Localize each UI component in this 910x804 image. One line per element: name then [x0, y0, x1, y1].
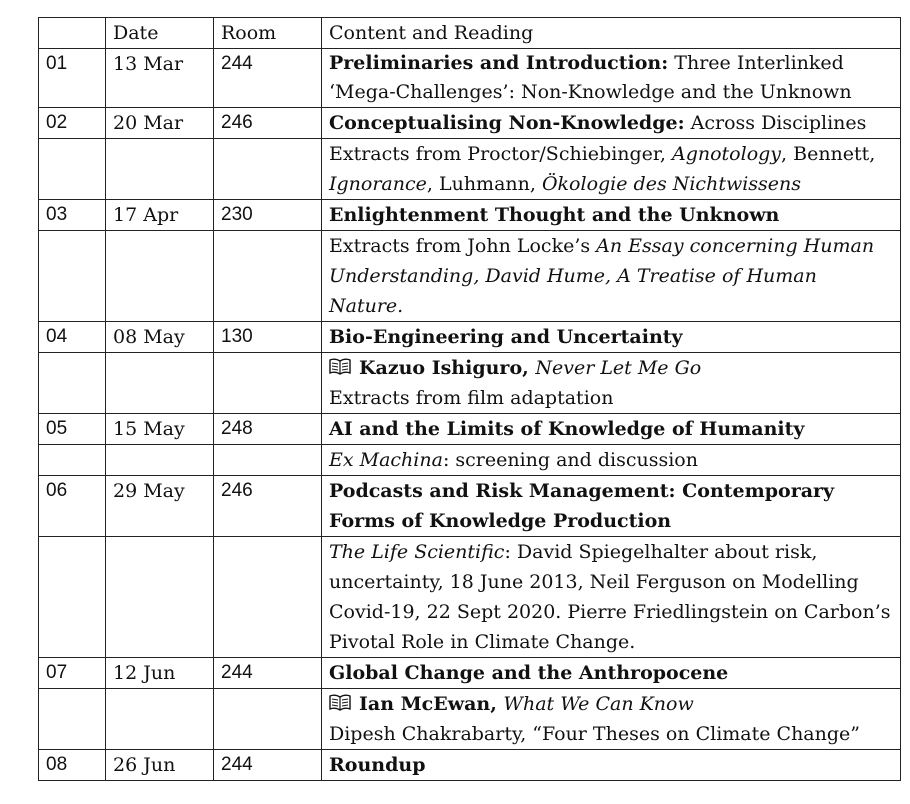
reading-row	[39, 139, 901, 200]
reading-row	[39, 689, 901, 750]
session-row	[39, 750, 901, 781]
session-content	[322, 108, 901, 139]
session-room: 230	[214, 200, 322, 231]
session-content	[322, 414, 901, 445]
session-room: 244	[214, 658, 322, 689]
session-number: 02	[39, 108, 106, 139]
reading-row	[39, 537, 901, 658]
session-number: 05	[39, 414, 106, 445]
session-row	[39, 658, 901, 689]
session-room: 246	[214, 476, 322, 537]
session-number: 01	[39, 49, 106, 108]
session-row	[39, 414, 901, 445]
session-row	[39, 200, 901, 231]
session-date: 26 Jun	[106, 750, 214, 781]
reading-row	[39, 445, 901, 476]
session-number: 07	[39, 658, 106, 689]
session-content	[322, 750, 901, 781]
reading-row	[39, 231, 901, 322]
session-row	[39, 476, 901, 537]
session-content	[322, 476, 901, 537]
session-room: 248	[214, 414, 322, 445]
session-number: 06	[39, 476, 106, 537]
session-date: 12 Jun	[106, 658, 214, 689]
session-number: 08	[39, 750, 106, 781]
session-room: 246	[214, 108, 322, 139]
session-title: Enlightenment Thought and the Unknown	[329, 204, 780, 226]
book-author: Kazuo Ishiguro,	[359, 357, 536, 379]
session-title: Roundup	[329, 754, 426, 776]
session-number: 04	[39, 322, 106, 353]
session-date: 29 May	[106, 476, 214, 537]
open-book-icon	[329, 694, 351, 712]
header-room: Room	[214, 18, 322, 49]
session-reading: Extracts from John Locke’s An Essay concerning Human Understanding, David Hume, A Treatise of Human Nature.	[322, 231, 901, 322]
session-subtitle: Across Disciplines	[690, 112, 867, 134]
session-subtitle: Three Interlinked ‘Mega-Challenges’: Non-Knowledge and the Unknown	[329, 52, 852, 103]
book-reading	[329, 689, 894, 719]
session-number: 03	[39, 200, 106, 231]
session-date: 08 May	[106, 322, 214, 353]
session-reading: Ex Machina: screening and discussion	[322, 445, 901, 476]
session-reading: The Life Scientific: David Spiegelhalter about risk, uncertainty, 18 June 2013, Neil Ferguson on Modelling Covid-19, 22 Sept 2020. Pierre Friedlingstein on Carbon’s Pivotal Role in Climate Change.	[322, 537, 901, 658]
open-book-icon	[329, 358, 351, 376]
session-title: Preliminaries and Introduction:	[329, 52, 669, 74]
session-content	[322, 658, 901, 689]
session-title: Bio-Engineering and Uncertainty	[329, 326, 683, 348]
session-title: Global Change and the Anthropocene	[329, 662, 729, 684]
schedule-table	[38, 17, 901, 781]
session-row	[39, 49, 901, 108]
header-row	[39, 18, 901, 49]
session-content	[322, 49, 901, 108]
book-title: What We Can Know	[503, 693, 694, 715]
session-content	[322, 322, 901, 353]
book-reading	[329, 353, 894, 383]
session-room: 244	[214, 750, 322, 781]
extra-reading: Dipesh Chakrabarty, “Four Theses on Climate Change”	[329, 723, 860, 745]
session-row	[39, 108, 901, 139]
session-room: 130	[214, 322, 322, 353]
session-reading: Extracts from Proctor/Schiebinger, Agnotology, Bennett, Ignorance, Luhmann, Ökologie des Nichtwissens	[322, 139, 901, 200]
session-row	[39, 322, 901, 353]
book-title: Never Let Me Go	[535, 357, 702, 379]
session-room: 244	[214, 49, 322, 108]
session-reading	[322, 353, 901, 414]
session-reading	[322, 689, 901, 750]
book-author: Ian McEwan,	[359, 693, 504, 715]
session-date: 20 Mar	[106, 108, 214, 139]
session-date: 17 Apr	[106, 200, 214, 231]
header-content: Content and Reading	[322, 18, 901, 49]
session-date: 15 May	[106, 414, 214, 445]
header-number	[39, 18, 106, 49]
session-title: Podcasts and Risk Management: Contemporary Forms of Knowledge Production	[329, 480, 835, 532]
session-title: Conceptualising Non-Knowledge:	[329, 112, 685, 134]
reading-row	[39, 353, 901, 414]
session-content	[322, 200, 901, 231]
session-title: AI and the Limits of Knowledge of Humanity	[329, 418, 805, 440]
header-date: Date	[106, 18, 214, 49]
extra-reading: Extracts from film adaptation	[329, 387, 614, 409]
session-date: 13 Mar	[106, 49, 214, 108]
